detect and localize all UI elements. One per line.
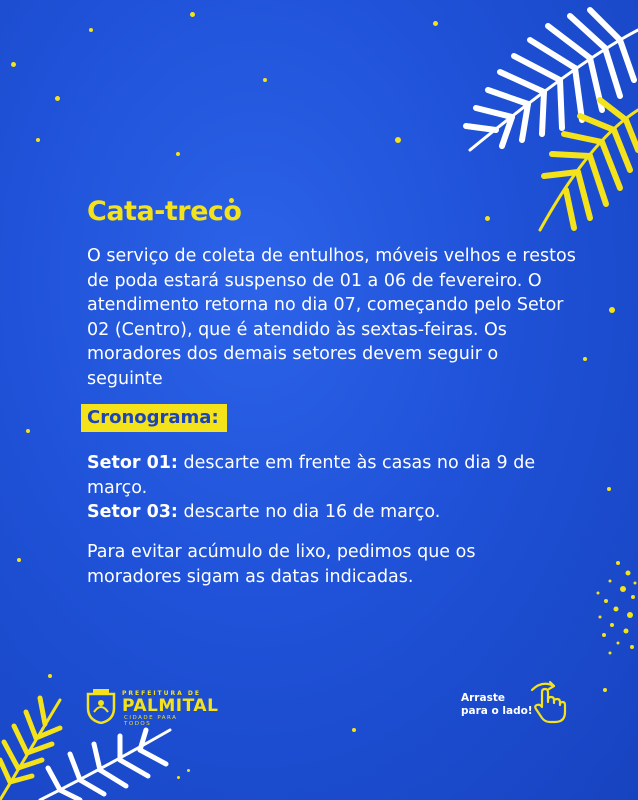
city-crest-icon <box>84 688 118 724</box>
decor-dot <box>48 674 52 678</box>
schedule-list <box>87 451 557 525</box>
palmital-logo <box>84 688 219 727</box>
decor-dot <box>26 429 30 433</box>
decor-dot <box>603 688 607 692</box>
announcement-text: O serviço de coleta de entulhos, móveis velhos e restos de poda estará suspenso de 01 a 06 de fevereiro. O atendimento retorna no dia 07, começando pelo Setor 02 (Centro), que é atendido às sextas-feiras. Os moradores dos demais setores devem seguir o seguinte <box>87 246 576 389</box>
swipe-hint-line2: para o lado! <box>461 705 533 717</box>
closing-text: Para evitar acúmulo de lixo, pedimos que os moradores sigam as datas indicadas. <box>87 542 476 587</box>
schedule-item-text: descarte em frente às casas no dia 9 de março. <box>87 453 536 498</box>
decor-dot <box>352 728 356 732</box>
palm-leaf-top-right <box>430 0 638 240</box>
post-title: Cata-treco <box>87 196 242 227</box>
decor-dot <box>395 137 401 143</box>
swipe-hint-line1: Arraste <box>461 692 505 704</box>
decor-dot <box>36 138 40 142</box>
logo-name: PALMITAL <box>122 696 219 716</box>
schedule-item-label: Setor 03: <box>87 502 178 522</box>
logo-tagline: CIDADE PARA TODOS <box>124 715 178 727</box>
decor-dot <box>583 357 587 361</box>
decor-dot <box>609 307 615 313</box>
decor-dot <box>190 12 195 17</box>
schedule-item-text: descarte no dia 16 de março. <box>177 502 441 522</box>
decor-dot <box>176 152 180 156</box>
decor-dot <box>89 28 93 32</box>
schedule-item <box>87 453 535 498</box>
speckle-cluster <box>588 555 638 665</box>
decor-dot <box>607 487 611 491</box>
schedule-item-label: Setor 01: <box>87 453 178 473</box>
decor-dot <box>17 558 21 562</box>
decor-dot <box>55 96 60 101</box>
schedule-item <box>87 502 440 522</box>
logo-top-text: PREFEITURA DE <box>122 690 201 697</box>
swipe-hand-icon <box>524 678 572 726</box>
decor-dot <box>263 78 267 82</box>
schedule-heading: Cronograma: <box>87 407 219 428</box>
decor-dot <box>11 62 16 67</box>
swipe-hint <box>461 692 533 718</box>
